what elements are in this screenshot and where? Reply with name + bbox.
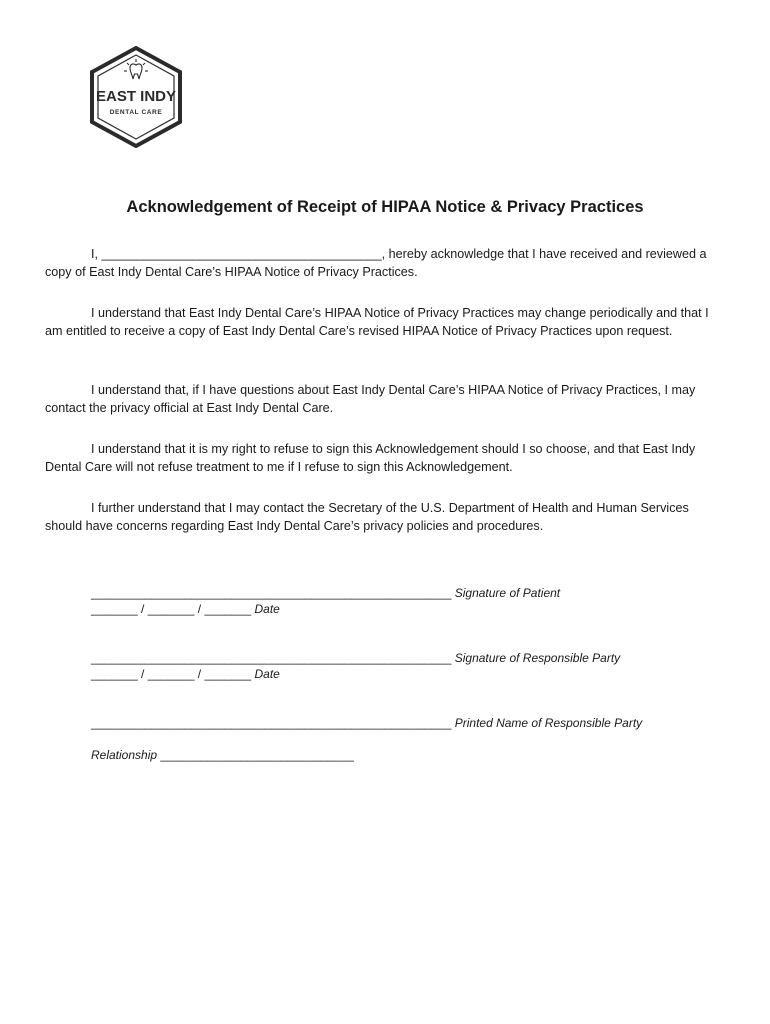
paragraph-text: I further understand that I may contact the Secretary of the U.S. Department of Health and Human Services should have concerns regarding East Indy Dental Care’s privacy policies and procedures. bbox=[45, 501, 689, 533]
printed-name-caption: Printed Name of Responsible Party bbox=[454, 716, 643, 730]
responsible-signature-caption: Signature of Responsible Party bbox=[454, 651, 621, 665]
paragraph-questions bbox=[45, 382, 725, 417]
responsible-date-line[interactable]: _______ / _______ / _______ bbox=[91, 667, 252, 681]
logo-icon bbox=[89, 46, 183, 148]
paragraph-refuse-right bbox=[45, 441, 725, 476]
relationship-label: Relationship bbox=[91, 748, 158, 762]
tooth-icon bbox=[124, 59, 148, 79]
patient-date-line[interactable]: _______ / _______ / _______ bbox=[91, 602, 252, 616]
patient-signature-field[interactable] bbox=[91, 586, 560, 600]
responsible-signature-line[interactable]: ______________________________________________________ bbox=[91, 651, 452, 665]
patient-date-caption: Date bbox=[254, 602, 280, 616]
patient-signature-line[interactable]: ______________________________________________________ bbox=[91, 586, 452, 600]
printed-name-line[interactable]: ______________________________________________________ bbox=[91, 716, 452, 730]
paragraph-text: I understand that, if I have questions about East Indy Dental Care’s HIPAA Notice of Privacy Practices, I may contact the privacy official at East Indy Dental Care. bbox=[45, 383, 696, 415]
logo-name-line2: DENTAL CARE bbox=[109, 109, 163, 116]
printed-name-field[interactable] bbox=[91, 716, 642, 730]
relationship-field[interactable] bbox=[91, 748, 354, 762]
document-title: Acknowledgement of Receipt of HIPAA Notice & Privacy Practices bbox=[126, 198, 644, 216]
logo-name-line1: EAST INDY bbox=[95, 88, 177, 105]
responsible-signature-field[interactable] bbox=[91, 651, 620, 665]
paragraph-text: I, ________________________________________, hereby acknowledge that I have received and reviewed a copy of East Indy Dental Care’s HIPAA Notice of Privacy Practices. bbox=[45, 247, 707, 279]
paragraph-change-notice bbox=[45, 305, 725, 340]
patient-signature-caption: Signature of Patient bbox=[454, 586, 561, 600]
relationship-line[interactable]: _____________________________ bbox=[160, 748, 354, 762]
responsible-date-caption: Date bbox=[254, 667, 280, 681]
responsible-date-field[interactable] bbox=[91, 667, 280, 681]
paragraph-acknowledgement bbox=[45, 246, 725, 281]
patient-date-field[interactable] bbox=[91, 602, 280, 616]
paragraph-text: I understand that it is my right to refuse to sign this Acknowledgement should I so choose, and that East Indy Dental Care will not refuse treatment to me if I refuse to sign this Acknowledgement. bbox=[45, 442, 696, 474]
paragraph-text: I understand that East Indy Dental Care’s HIPAA Notice of Privacy Practices may change periodically and that I am entitled to receive a copy of East Indy Dental Care’s revised HIPAA Notice of Privacy Practices upon request. bbox=[45, 306, 709, 338]
paragraph-contact-secretary bbox=[45, 500, 725, 535]
east-indy-dental-logo bbox=[89, 46, 183, 148]
